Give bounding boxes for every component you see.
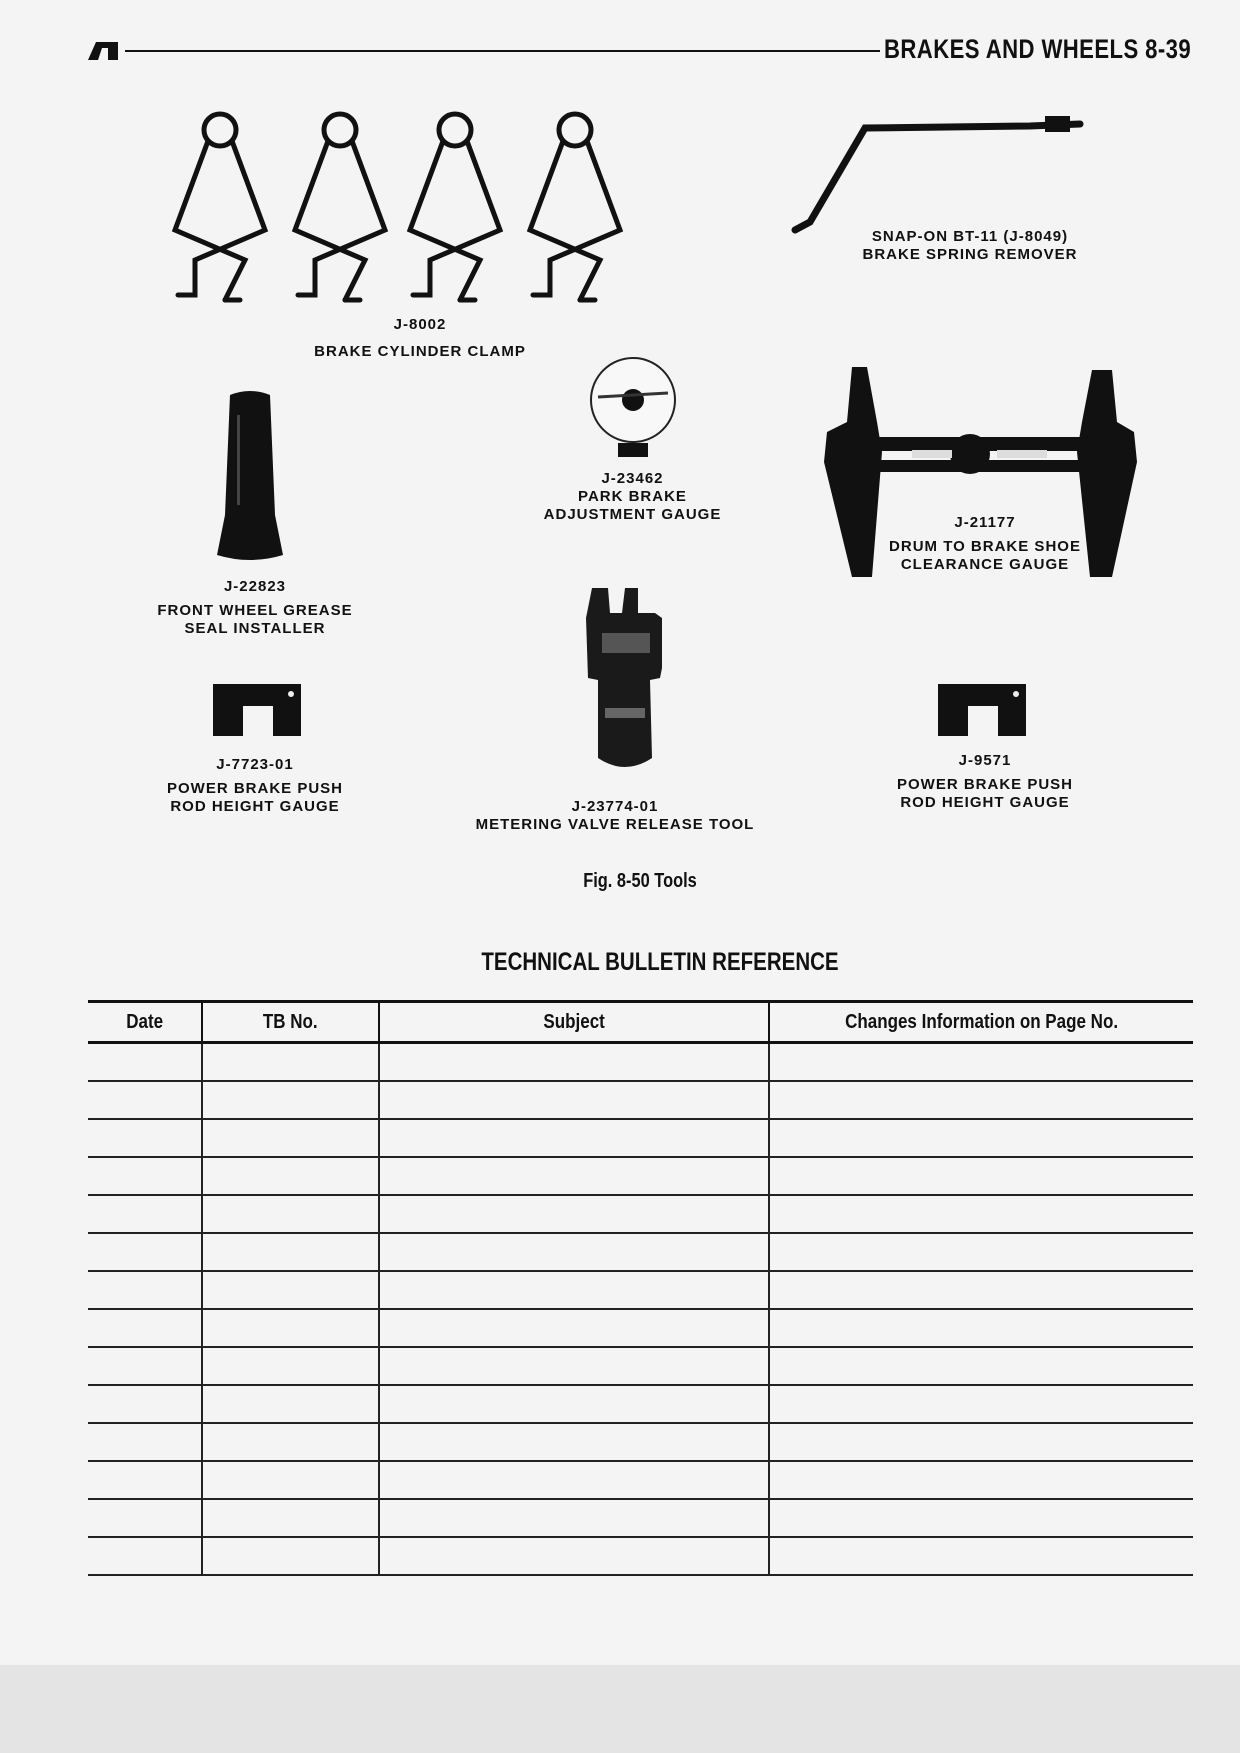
tool-caption-j772301 <box>140 756 370 816</box>
table-cell <box>769 1309 1193 1347</box>
table-cell <box>202 1461 379 1499</box>
table-cell <box>202 1271 379 1309</box>
table-cell <box>379 1499 769 1537</box>
part-number: J-22823 <box>223 578 287 595</box>
part-number: J-23462 <box>601 470 664 487</box>
header-rule <box>125 50 880 52</box>
table-cell <box>769 1461 1193 1499</box>
table-cell <box>202 1385 379 1423</box>
table-body <box>88 1043 1193 1576</box>
bulletin-title: TECHNICAL BULLETIN REFERENCE <box>481 948 839 976</box>
tool-name: SEAL INSTALLER <box>184 620 326 637</box>
tool-name: BRAKE SPRING REMOVER <box>862 246 1078 263</box>
tool-name: DRUM TO BRAKE SHOE <box>889 538 1081 555</box>
tool-caption-j8002 <box>290 316 550 361</box>
table-row <box>88 1423 1193 1461</box>
table-cell <box>88 1119 202 1157</box>
table-row <box>88 1195 1193 1233</box>
table-row <box>88 1347 1193 1385</box>
dial-gauge-icon <box>578 355 688 465</box>
tool-name: CLEARANCE GAUGE <box>900 556 1070 573</box>
table-cell <box>202 1423 379 1461</box>
table-cell <box>202 1347 379 1385</box>
table-cell <box>202 1499 379 1537</box>
tool-name: ADJUSTMENT GAUGE <box>543 506 722 523</box>
part-number: J-21177 <box>954 514 1016 531</box>
table-cell <box>202 1081 379 1119</box>
tool-caption-bt11 <box>840 228 1100 264</box>
table-row <box>88 1499 1193 1537</box>
table-cell <box>202 1233 379 1271</box>
table-row <box>88 1233 1193 1271</box>
table-header-row <box>88 1002 1193 1043</box>
tool-name: POWER BRAKE PUSH <box>896 776 1073 793</box>
table-row <box>88 1081 1193 1119</box>
running-head: BRAKES AND WHEELS 8-39 <box>884 34 1192 64</box>
seal-installer-icon <box>215 390 285 565</box>
tool-caption-j21177 <box>860 514 1110 574</box>
table-cell <box>88 1347 202 1385</box>
table-cell <box>769 1423 1193 1461</box>
table-cell <box>769 1157 1193 1195</box>
table-cell <box>769 1347 1193 1385</box>
table-cell <box>379 1423 769 1461</box>
table-row <box>88 1271 1193 1309</box>
table-cell <box>379 1347 769 1385</box>
table-cell <box>379 1157 769 1195</box>
table-cell <box>769 1043 1193 1082</box>
table-cell <box>88 1157 202 1195</box>
part-number: J-9571 <box>958 752 1012 769</box>
table-row <box>88 1461 1193 1499</box>
column-header-changes: Changes Information on Page No. <box>769 1002 1193 1043</box>
table-cell <box>379 1081 769 1119</box>
table-cell <box>88 1423 202 1461</box>
table-cell <box>379 1119 769 1157</box>
tool-name: METERING VALVE RELEASE TOOL <box>475 816 755 833</box>
column-header-date: Date <box>88 1002 202 1043</box>
table-cell <box>88 1233 202 1271</box>
tool-caption-j23462 <box>500 470 765 524</box>
table-cell <box>202 1119 379 1157</box>
table-cell <box>379 1233 769 1271</box>
part-number: J-8002 <box>393 316 447 333</box>
tool-caption-j22823 <box>145 578 365 638</box>
table-row <box>88 1537 1193 1575</box>
release-tool-icon <box>580 588 675 773</box>
table-cell <box>379 1043 769 1082</box>
table-cell <box>202 1309 379 1347</box>
table-cell <box>769 1499 1193 1537</box>
table-cell <box>88 1271 202 1309</box>
table-cell <box>769 1081 1193 1119</box>
rod-gauge-icon <box>213 684 301 736</box>
table-cell <box>88 1537 202 1575</box>
column-header-tb-no: TB No. <box>202 1002 379 1043</box>
tool-caption-j2377401 <box>455 798 775 834</box>
table-row <box>88 1309 1193 1347</box>
table-cell <box>769 1233 1193 1271</box>
tool-name: FRONT WHEEL GREASE <box>157 602 353 619</box>
table-row <box>88 1385 1193 1423</box>
table-cell <box>769 1537 1193 1575</box>
part-number: J-7723-01 <box>216 756 294 773</box>
table-cell <box>88 1195 202 1233</box>
table-cell <box>88 1081 202 1119</box>
table-row <box>88 1043 1193 1082</box>
tool-name: BRAKE CYLINDER CLAMP <box>314 343 526 360</box>
table-cell <box>769 1271 1193 1309</box>
tool-caption-j9571 <box>870 752 1100 812</box>
clamp-icon <box>170 105 630 305</box>
table-cell <box>379 1461 769 1499</box>
tool-name: ROD HEIGHT GAUGE <box>900 794 1070 811</box>
rod-gauge-icon <box>938 684 1026 736</box>
table-cell <box>202 1043 379 1082</box>
tool-name: ROD HEIGHT GAUGE <box>170 798 340 815</box>
part-number: SNAP-ON BT-11 (J-8049) <box>871 228 1069 245</box>
part-number: J-23774-01 <box>571 798 659 815</box>
table-cell <box>88 1461 202 1499</box>
tool-name: POWER BRAKE PUSH <box>166 780 343 797</box>
tool-name: PARK BRAKE <box>578 488 687 505</box>
table-cell <box>88 1043 202 1082</box>
table-cell <box>88 1385 202 1423</box>
table-cell <box>379 1195 769 1233</box>
table-cell <box>88 1309 202 1347</box>
table-cell <box>202 1195 379 1233</box>
table-cell <box>379 1385 769 1423</box>
table-cell <box>379 1537 769 1575</box>
figure-caption: Fig. 8-50 Tools <box>583 870 697 892</box>
manufacturer-logo-icon <box>88 42 118 60</box>
column-header-subject: Subject <box>379 1002 769 1043</box>
table-row <box>88 1119 1193 1157</box>
table-cell <box>769 1385 1193 1423</box>
table-row <box>88 1157 1193 1195</box>
table-cell <box>88 1499 202 1537</box>
table-cell <box>202 1157 379 1195</box>
table-cell <box>769 1119 1193 1157</box>
table-cell <box>769 1195 1193 1233</box>
bulletin-table <box>88 1000 1193 1576</box>
table-cell <box>379 1309 769 1347</box>
table-cell <box>202 1537 379 1575</box>
table-cell <box>379 1271 769 1309</box>
spring-remover-icon <box>790 110 1090 235</box>
